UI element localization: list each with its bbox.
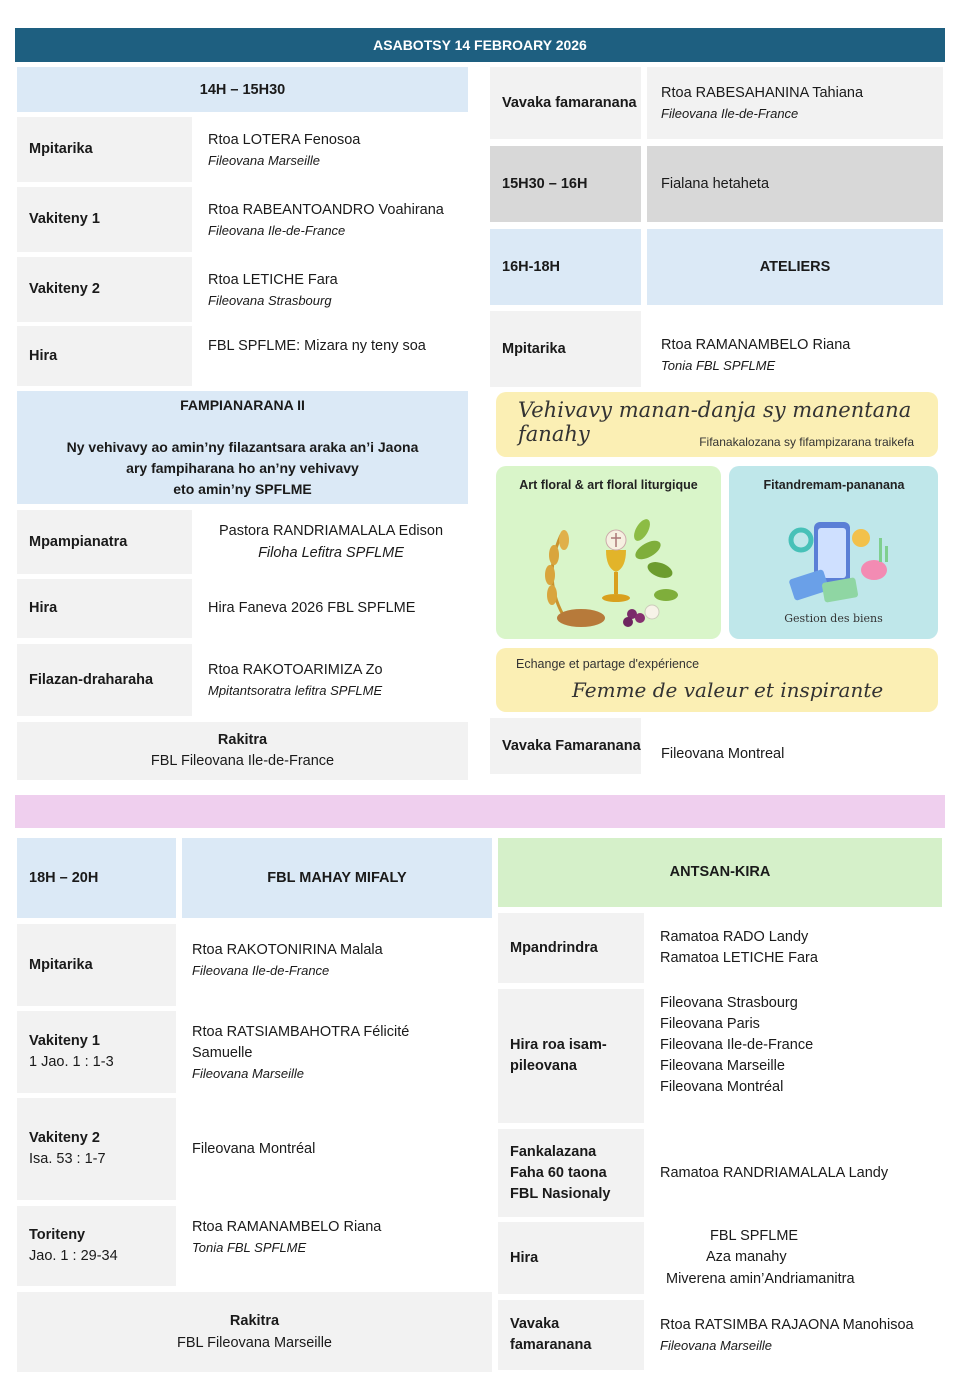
teaching-title: FAMPIANARANA II [180,397,305,413]
row-value: Fileovana Montreal [661,745,785,762]
date-title: ASABOTSY 14 FEBRОARY 2026 [373,37,587,53]
offering-value: FBL Fileovana Marseille [177,1335,332,1351]
row-value: FBL SPFLME: Mizara ny teny soa [208,337,426,354]
row-label: Mpampianatra [17,510,192,574]
row-label: Vavaka famaranana [490,67,641,139]
row-value: Rtoa RAKOTOARIMIZA Zo Mpitantsoratra lefitra SPFLME [208,662,383,698]
offering-label: Rakitra [229,1313,280,1329]
row-label: Hira [498,1222,644,1294]
row-value: Rtoa RABESAHANINA Tahiana Fileovana Ile-de-France [647,67,943,139]
session2-title: FBL MAHAY MIFALY [182,838,492,918]
teaching-line: eto amin’ny SPFLME [173,481,312,497]
row-value: Rtoa RATSIMBA RAJAONA Manohisoa Fileovana Marseille [660,1317,914,1353]
session1-time: 14H – 15H30 [199,81,286,98]
antsan-kira-title: ANTSAN-KIRA [498,838,942,907]
teaching-line: Ny vehivavy ao amin’ny filazantsara araka an’i Jaona [66,439,419,455]
row-value: Rtoa RATSIAMBAHOTRA Félicité Samuelle Fileovana Marseille [192,1023,410,1081]
offering-block [17,722,468,780]
row-label: Fankalazana Faha 60 taona FBL Nasionaly [498,1129,644,1217]
row-label: Vakiteny 1 1 Jao. 1 : 1-3 [17,1011,176,1093]
workshop1-title: Vehivavy manan-danja sy manentana fanahy [518,398,912,446]
floral-chalice-illustration [536,510,686,635]
break-time: 15H30 – 16H [490,146,641,222]
row-label: Vakiteny 1 [17,187,192,252]
workshop-card-4 [496,648,938,712]
row-label: Hira [17,326,192,386]
row-label: Vakiteny 2 Isa. 53 : 1-7 [17,1098,176,1200]
workshop-card-1 [496,392,938,457]
teaching-block [17,391,468,504]
row-value: Pastora RANDRIAMALALA Edison Filoha Lefitra SPFLME [218,523,444,561]
row-value: Rtoa LOTERA Fenosoa Fileovana Marseille [208,131,361,168]
row-label: Mpitarika [490,311,641,387]
offering-block [17,1292,492,1372]
offering-value: FBL Fileovana Ile-de-France [150,753,335,769]
row-label: Vavaka famaranana [498,1300,644,1370]
row-value: Ramatoa RADO Landy Ramatoa LETICHE Fara [660,929,818,966]
row-value: Hira Faneva 2026 FBL SPFLME [208,600,416,616]
workshop3-caption: Gestion des biens [784,612,883,625]
row-value: Rtoa LETICHE Fara Fileovana Strasbourg [208,271,338,308]
session2-time: 18H – 20H [17,838,176,918]
workshop4-subtitle: Femme de valeur et inspirante [572,678,884,702]
break-label: Fialana hetaheta [647,146,943,222]
ateliers-title: ATELIERS [647,229,943,305]
workshop4-title: Echange et partage d'expérience [516,657,700,671]
row-value: Rtoa RABEANTOANDRO Voahirana Fileovana Ile-de-France [208,201,444,238]
session1-time-header [17,67,468,112]
row-label: Mpitarika [17,924,176,1006]
row-value: Fileovana Strasbourg Fileovana Paris Fileovana Ile-de-France Fileovana Marseille Fileovana Montréal [660,994,814,1095]
section-divider [15,795,945,828]
ateliers-time: 16H-18H [490,229,641,305]
row-value: Rtoa RAKOTONIRINA Malala Fileovana Ile-de-France [192,942,383,978]
workshop-card-2 [496,466,721,639]
row-value: Rtoa RAMANAMBELO Riana Tonia FBL SPFLME [661,337,851,373]
workshop-card-3 [729,466,938,639]
row-value: FBL SPFLME Aza manahy Miverena amin’Andriamanitra [666,1227,855,1287]
row-label: Toriteny Jao. 1 : 29-34 [17,1206,176,1286]
row-label: Hira [17,579,192,638]
row-label: Mpitarika [17,117,192,182]
row-label: Mpandrindra [498,913,644,983]
row-value: Ramatoa RANDRIAMALALA Landy [660,1164,889,1181]
row-label: Vakiteny 2 [17,257,192,322]
row-label: Filazan-draharaha [17,644,192,716]
row-value: Fileovana Montréal [192,1140,316,1157]
workshop3-title: Fitandremam-pananana [763,478,905,492]
teaching-line: ary fampiharana ho an’ny vehivavy [126,460,359,476]
finance-illustration [779,518,894,608]
offering-label: Rakitra [217,732,268,748]
workshop2-title: Art floral & art floral liturgique [519,478,698,492]
row-value: Rtoa RAMANAMBELO Riana Tonia FBL SPFLME [192,1219,382,1255]
row-label: Vavaka Famaranana [490,718,641,774]
date-banner [15,28,945,62]
workshop1-subtitle: Fifanakalozana sy fifampizarana traikefa [699,435,914,449]
row-label: Hira roa isam-pileovana [498,989,644,1123]
